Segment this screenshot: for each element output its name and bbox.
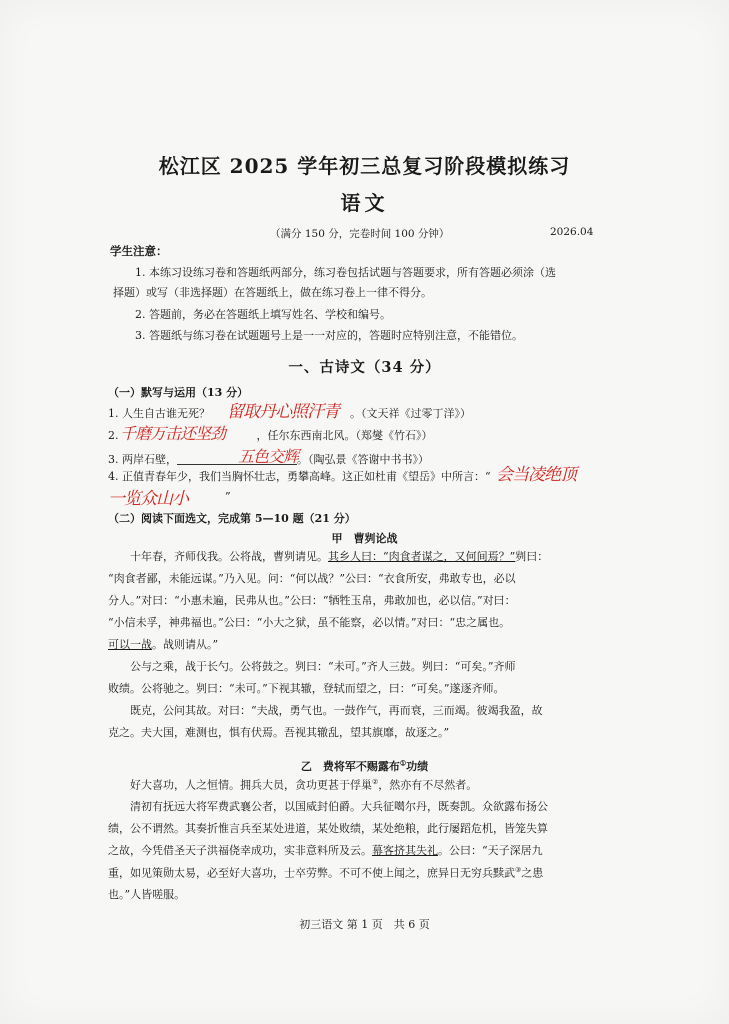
section-2-heading: （二）阅读下面选文，完成第 5—10 题（21 分） (108, 512, 356, 525)
passage-yi-line-2: 清初有抚远大将军费武襄公者，以国威封伯爵。大兵征噶尔丹，既奏凯。众欲露布扬公 (130, 800, 548, 813)
passage-yi-line-6: 也。”人皆嗟服。 (108, 888, 186, 901)
page-footer: 初三语文 第 1 页 共 6 页 (299, 918, 430, 931)
q3-suffix: 。（陶弘景《答谢中书书》） (297, 453, 429, 466)
passage-yi-line-4 (108, 845, 543, 856)
q4-handwritten-answer-b: 一览众山小 (108, 489, 188, 509)
passage-yi-text: ，然亦有不尽然者。 (378, 778, 478, 792)
q2-handwritten-answer: 千磨万击还坚劲 (120, 424, 226, 443)
q1-prefix: 1. 人生自古谁无死？ (108, 407, 210, 420)
passage-yi-text: 重，如见策勋太易，必至好大喜功，士卒劳弊。不可不使上闻之，庶异日无穷兵黩武 (108, 866, 515, 880)
passage-jia-line-1 (130, 551, 548, 562)
passage-jia-line-8: 既克，公问其故。对曰：“夫战，勇气也。一鼓作气，再而衰，三而竭。彼竭我盈，故 (130, 704, 543, 717)
page-title: 松江区 2025 学年初三总复习阶段模拟练习 (158, 154, 571, 178)
passage-yi-text: 之故，今凭借圣天子洪福侥幸成功，实非意料所及云。 (108, 844, 372, 857)
passage-jia-text: 十年春，齐师伐我。公将战，曹刿请见。 (130, 550, 328, 563)
footnote-marker: ③ (515, 866, 522, 874)
passage-yi-line-5 (108, 867, 543, 879)
passage-jia-underlined: 其乡人曰：“肉食者谋之，又何间焉？” (328, 550, 516, 563)
part1-heading: 一、古诗文（34 分） (288, 359, 441, 376)
passage-jia-text: 。战则请从。” (152, 638, 219, 651)
q1-suffix: 。（文天祥《过零丁洋》） (350, 407, 471, 420)
passage-jia-line-9: 克之。夫大国，难测也，惧有伏焉。吾视其辙乱，望其旗靡，故逐之。” (108, 726, 450, 739)
exam-date: 2026.04 (550, 226, 594, 238)
passage-jia-line-3: 分人。”对曰：“小惠未遍，民弗从也。”公曰：“牺牲玉帛，弗敢加也，必以信。”对曰： (108, 594, 516, 607)
exam-info: （满分 150 分，完卷时间 100 分钟） (270, 228, 450, 240)
notice-item-3: 3. 答题纸与练习卷在试题题号上是一一对应的，答题时应特别注意，不能错位。 (135, 329, 523, 342)
passage-yi-text: 好大喜功，人之恒情。拥兵大员，贪功更甚于俘巢 (130, 778, 372, 792)
passage-yi-title-text: 乙 费将军不赐露布 (300, 760, 400, 773)
passage-jia-title: 甲 曹刿论战 (331, 532, 398, 545)
notice-heading: 学生注意： (110, 244, 168, 258)
q3-prefix: 3. 两岸石壁， (108, 453, 177, 466)
passage-jia-underlined: 可以一战 (108, 638, 152, 651)
passage-jia-text: 刿曰： (515, 550, 549, 563)
notice-item-2: 2. 答题前，务必在答题纸上填写姓名、学校和编号。 (135, 308, 391, 321)
passage-jia-line-2: “肉食者鄙，未能远谋。”乃入见。问：“何以战？”公曰：“衣食所安，弗敢专也，必以 (108, 572, 516, 585)
passage-jia-line-4: “小信未孚，神弗福也。”公曰：“小大之狱，虽不能察，必以情。”对曰：“忠之属也。 (108, 616, 511, 629)
passage-yi-underlined: 幕客挤其失礼 (372, 844, 438, 857)
passage-yi-text: 之患 (521, 866, 544, 880)
subject-title: 语文 (340, 191, 389, 215)
question-4: 4. 正值青春年少，我们当胸怀壮志，勇攀高峰。这正如杜甫《望岳》中所言：“ (108, 470, 491, 483)
footnote-marker: ② (372, 778, 379, 786)
q2-prefix: 2. (108, 429, 119, 442)
passage-yi-line-1 (130, 779, 477, 791)
passage-jia-line-7: 败绩。公将驰之。刿曰：“未可。”下视其辙，登轼而望之，曰：“可矣。”遂逐齐师。 (108, 682, 505, 695)
passage-yi-line-3: 绩，公不谓然。其奏折惟言兵至某处进道，某处败绩，某处绝粮，此行屡蹈危机，皆笼失算 (108, 822, 548, 835)
notice-item-1-line-1: 1. 本练习设练习卷和答题纸两部分，练习卷包括试题与答题要求，所有答题必须涂（选 (135, 266, 556, 279)
passage-yi-text: 。公曰：“天子深居九 (438, 844, 543, 857)
q1-handwritten-answer: 留取丹心照汗青 (227, 402, 339, 422)
notice-item-1-line-2: 择题）或写（非选择题）在答题纸上，做在练习卷上一律不得分。 (113, 286, 432, 299)
section-1-heading: （一）默写与运用（13 分） (108, 386, 249, 399)
q3-handwritten-answer: 五色交辉 (238, 447, 299, 466)
q4-end-quote: ” (225, 490, 231, 503)
passage-yi-title (0, 758, 729, 774)
passage-yi-title-suffix: 功绩 (406, 760, 429, 773)
q4-handwritten-answer-a: 会当凌绝顶 (496, 465, 576, 485)
passage-jia-line-6: 公与之乘，战于长勺。公将鼓之。刿曰：“未可。”齐人三鼓。刿曰：“可矣。”齐师 (130, 660, 516, 673)
footnote-marker: ① (399, 758, 407, 768)
passage-jia-line-5 (108, 639, 218, 650)
q2-suffix: ，任尔东西南北风。（郑燮《竹石》） (256, 429, 433, 442)
